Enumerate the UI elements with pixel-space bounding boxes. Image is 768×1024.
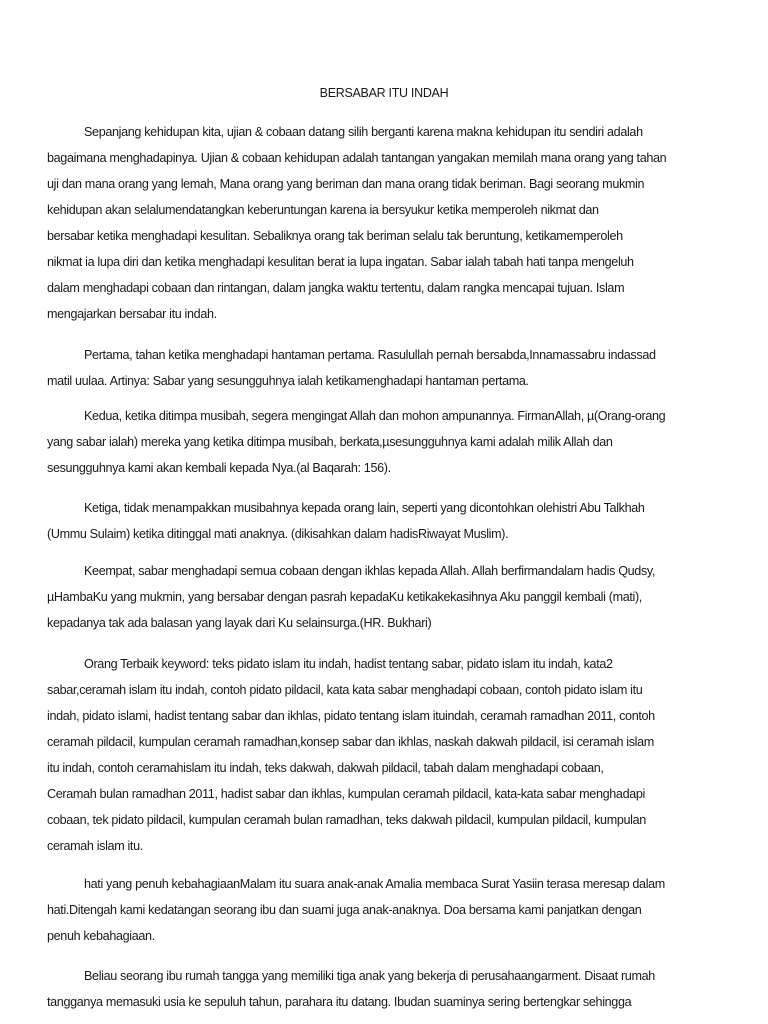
paragraph-line: µHambaKu yang mukmin, yang bersabar dengan pasrah kepadaKu ketikakekasihnya Aku panggil kembali (mati), xyxy=(47,590,642,604)
paragraph-line: hati yang penuh kebahagiaanMalam itu suara anak-anak Amalia membaca Surat Yasiin terasa meresap dalam xyxy=(84,877,665,891)
paragraph-line: (Ummu Sulaim) ketika ditinggal mati anaknya. (dikisahkan dalam hadisRiwayat Muslim). xyxy=(47,527,509,541)
paragraph-line: nikmat ia lupa diri dan ketika menghadapi kesulitan berat ia lupa ingatan. Sabar ialah tabah hati tanpa mengeluh xyxy=(47,255,634,269)
paragraph-line: Pertama, tahan ketika menghadapi hantaman pertama. Rasulullah pernah bersabda,Innamassabru indassad xyxy=(84,348,656,362)
paragraph-line: bagaimana menghadapinya. Ujian & cobaan kehidupan adalah tantangan yangakan memilah mana orang yang tahan xyxy=(47,151,667,165)
paragraph-line: sabar,ceramah islam itu indah, contoh pidato pildacil, kata kata sabar menghadapi cobaan, contoh pidato islam itu xyxy=(47,683,643,697)
paragraph-line: Sepanjang kehidupan kita, ujian & cobaan datang silih berganti karena makna kehidupan itu sendiri adalah xyxy=(84,125,643,139)
paragraph xyxy=(47,342,747,394)
paragraph xyxy=(47,963,747,1015)
paragraph-line: Orang Terbaik keyword: teks pidato islam itu indah, hadist tentang sabar, pidato islam itu indah, kata2 xyxy=(84,657,613,671)
paragraph-line: hati.Ditengah kami kedatangan seorang ibu dan suami juga anak-anaknya. Doa bersama kami panjatkan dengan xyxy=(47,903,642,917)
paragraph-line: sesungguhnya kami akan kembali kepada Nya.(al Baqarah: 156). xyxy=(47,461,391,475)
paragraph-line: dalam menghadapi cobaan dan rintangan, dalam jangka waktu tertentu, dalam rangka mencapai tujuan. Islam xyxy=(47,281,625,295)
paragraph xyxy=(47,119,747,327)
paragraph xyxy=(47,558,747,636)
paragraph xyxy=(47,871,747,949)
paragraph xyxy=(47,495,747,547)
paragraph xyxy=(47,403,747,481)
paragraph-line: cobaan, tek pidato pildacil, kumpulan ceramah bulan ramadhan, teks dakwah pildacil, kumpulan pildacil, kumpulan xyxy=(47,813,646,827)
paragraph-line: uji dan mana orang yang lemah, Mana orang yang beriman dan mana orang tidak beriman. Bagi seorang mukmin xyxy=(47,177,645,191)
paragraph-line: tangganya memasuki usia ke sepuluh tahun, parahara itu datang. Ibudan suaminya sering bertengkar sehingga xyxy=(47,995,632,1009)
paragraph-line: kehidupan akan selalumendatangkan keberuntungan karena ia bersyukur ketika memperoleh nikmat dan xyxy=(47,203,599,217)
paragraph-line: Ceramah bulan ramadhan 2011, hadist sabar dan ikhlas, kumpulan ceramah pildacil, kata-kata sabar menghadapi xyxy=(47,787,645,801)
paragraph-line: kepadanya tak ada balasan yang layak dari Ku selainsurga.(HR. Bukhari) xyxy=(47,616,432,630)
paragraph-line: penuh kebahagiaan. xyxy=(47,929,155,943)
paragraph-line: indah, pidato islami, hadist tentang sabar dan ikhlas, pidato tentang islam ituindah, ceramah ramadhan 2011, contoh xyxy=(47,709,655,723)
paragraph-line: yang sabar ialah) mereka yang ketika ditimpa musibah, berkata,µsesungguhnya kami adalah milik Allah dan xyxy=(47,435,613,449)
paragraph-line: Beliau seorang ibu rumah tangga yang memiliki tiga anak yang bekerja di perusahaangarment. Disaat rumah xyxy=(84,969,655,983)
paragraph xyxy=(47,651,747,859)
paragraph-line: mengajarkan bersabar itu indah. xyxy=(47,307,217,321)
paragraph-line: Keempat, sabar menghadapi semua cobaan dengan ikhlas kepada Allah. Allah berfirmandalam hadis Qudsy, xyxy=(84,564,656,578)
paragraph-line: itu indah, contoh ceramahislam itu indah, teks dakwah, dakwah pildacil, tabah dalam menghadapi cobaan, xyxy=(47,761,604,775)
paragraph-line: Ketiga, tidak menampakkan musibahnya kepada orang lain, seperti yang dicontohkan olehistri Abu Talkhah xyxy=(84,501,645,515)
paragraph-line: ceramah pildacil, kumpulan ceramah ramadhan,konsep sabar dan ikhlas, naskah dakwah pildacil, isi ceramah islam xyxy=(47,735,654,749)
paragraph-line: matil uulaa. Artinya: Sabar yang sesungguhnya ialah ketikamenghadapi hantaman pertama. xyxy=(47,374,529,388)
paragraph-line: bersabar ketika menghadapi kesulitan. Sebaliknya orang tak beriman selalu tak beruntung, ketikamemperoleh xyxy=(47,229,623,243)
document-title: BERSABAR ITU INDAH xyxy=(319,86,449,100)
paragraph-line: Kedua, ketika ditimpa musibah, segera mengingat Allah dan mohon ampunannya. FirmanAllah, µ(Orang-orang xyxy=(84,409,666,423)
paragraph-line: ceramah islam itu. xyxy=(47,839,143,853)
